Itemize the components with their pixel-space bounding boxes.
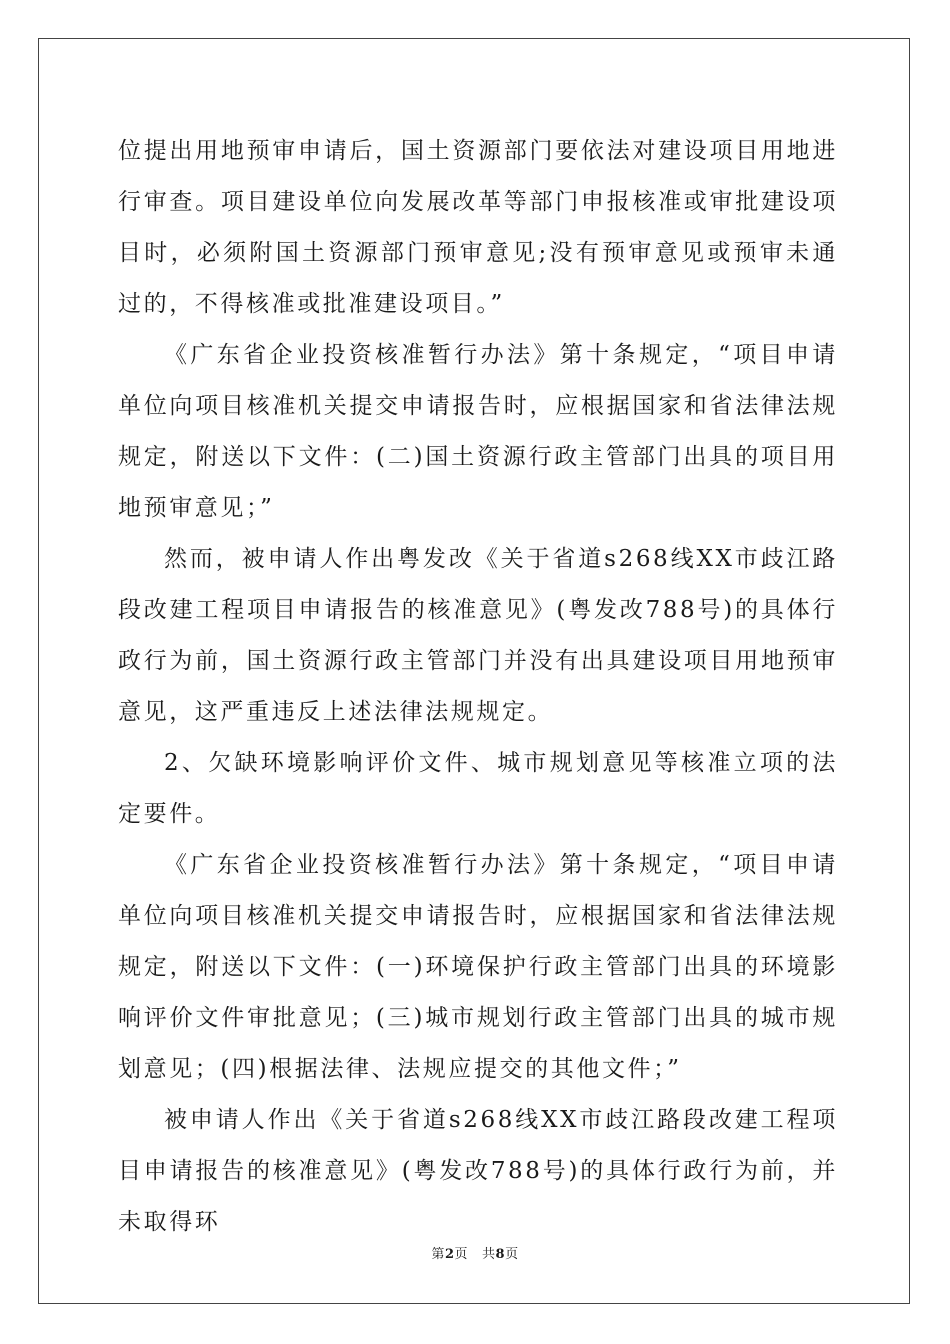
paragraph: 然而，被申请人作出粤发改《关于省道s268线XX市歧江路段改建工程项目申请报告的核准意见》(粤发改788号)的具体行政行为前，国土资源行政主管部门并没有出具建设项目用地预审意见，这严重违反上述法律法规规定。 bbox=[118, 546, 838, 725]
total-pages: 8 bbox=[495, 1247, 506, 1262]
page-prefix: 第 bbox=[431, 1247, 445, 1262]
page-footer bbox=[0, 1247, 950, 1263]
paragraph: 2、欠缺环境影响评价文件、城市规划意见等核准立项的法定要件。 bbox=[118, 750, 838, 827]
total-suffix: 页 bbox=[505, 1247, 519, 1262]
page-suffix: 页 bbox=[454, 1247, 468, 1262]
paragraph: 《广东省企业投资核准暂行办法》第十条规定，“项目申请单位向项目核准机关提交申请报告时，应根据国家和省法律法规规定，附送以下文件：(一)环境保护行政主管部门出具的环境影响评价文件审批意见；(三)城市规划行政主管部门出具的城市规划意见；(四)根据法律、法规应提交的其他文件；” bbox=[118, 852, 838, 1082]
paragraph: 被申请人作出《关于省道s268线XX市歧江路段改建工程项目申请报告的核准意见》(粤发改788号)的具体行政行为前，并未取得环 bbox=[118, 1107, 838, 1235]
paragraph: 《广东省企业投资核准暂行办法》第十条规定，“项目申请单位向项目核准机关提交申请报告时，应根据国家和省法律法规规定，附送以下文件：(二)国土资源行政主管部门出具的项目用地预审意见；” bbox=[118, 342, 838, 521]
total-prefix: 共 bbox=[482, 1247, 496, 1262]
page-number: 2 bbox=[444, 1247, 455, 1262]
paragraph: 位提出用地预审申请后，国土资源部门要依法对建设项目用地进行审查。项目建设单位向发展改革等部门申报核准或审批建设项目时，必须附国土资源部门预审意见;没有预审意见或预审未通过的，不得核准或批准建设项目。” bbox=[118, 138, 838, 317]
document-body bbox=[118, 126, 838, 1248]
